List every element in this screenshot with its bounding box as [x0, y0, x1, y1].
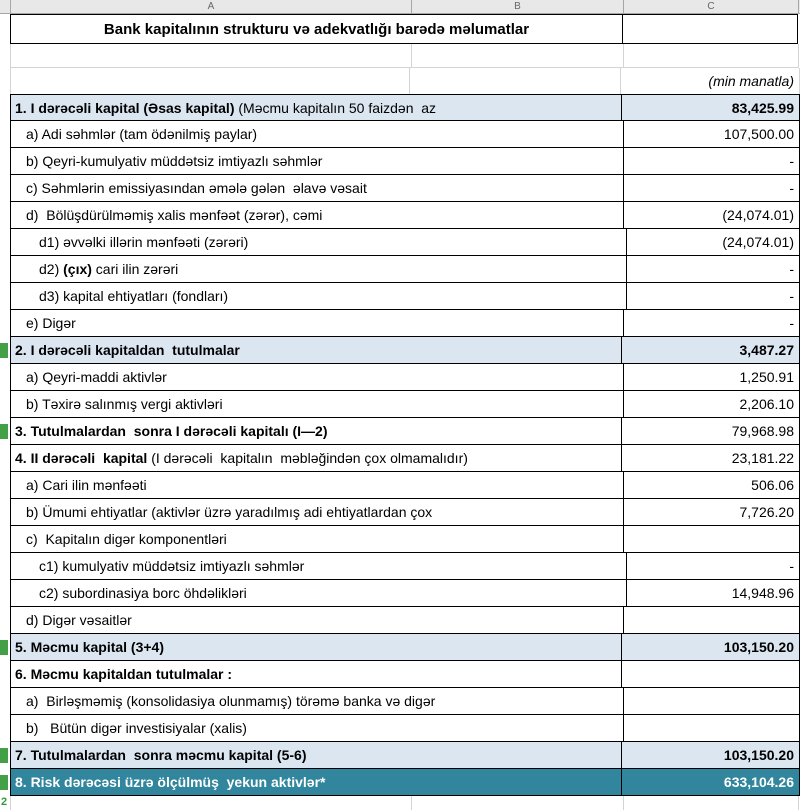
empty-cell-b[interactable]: [412, 44, 624, 68]
row-gutter: [0, 364, 10, 391]
select-all-corner[interactable]: [0, 0, 11, 14]
table-row: [0, 499, 800, 526]
row-gutter: [0, 229, 10, 256]
row-label-cell[interactable]: [10, 607, 624, 634]
row-gutter: [0, 391, 10, 418]
row-value-cell[interactable]: -: [624, 148, 800, 175]
row-label-cell[interactable]: [10, 175, 624, 202]
row-label-text: e) Digər: [26, 315, 76, 331]
row-label-text: a) Qeyri-maddi aktivlər: [26, 369, 167, 385]
row-label-text: c2) subordinasiya borc öhdəlikləri: [39, 585, 247, 601]
row-gutter: [0, 472, 10, 499]
row-label-cell[interactable]: [10, 526, 624, 553]
title-row-value-cell[interactable]: [623, 14, 798, 44]
row-gutter: [0, 769, 10, 796]
row-label-text: b) Təxirə salınmış vergi aktivləri: [26, 396, 223, 412]
row-gutter: [0, 68, 10, 94]
row-value-cell[interactable]: -: [627, 283, 800, 310]
row-marker: [0, 640, 8, 655]
table-row: [0, 202, 800, 229]
table-row: [0, 418, 800, 445]
row-gutter: [0, 175, 10, 202]
table-row: [0, 769, 800, 796]
row-label-text: c) Kapitalın digər komponentləri: [26, 531, 227, 547]
row-number: 2: [1, 796, 8, 808]
row-label-text: a) Cari ilin mənfəəti: [26, 477, 147, 493]
row-label-text: 3. Tutulmalardan sonra I dərəcəli kapitalı (I—2): [15, 423, 328, 439]
row-value-cell[interactable]: (24,074.01): [624, 202, 800, 229]
row-label-cell[interactable]: [10, 364, 624, 391]
row-label-text: c) Səhmlərin emissiyasından əmələ gələn əlavə vəsait: [26, 180, 367, 196]
row-gutter: [0, 256, 10, 283]
row-label-cell[interactable]: [10, 121, 624, 148]
table-row: [0, 742, 800, 769]
row-label-cell[interactable]: [10, 634, 622, 661]
row-gutter: [0, 661, 10, 688]
row-label-text: 5. Məcmu kapital (3+4): [15, 639, 165, 655]
row-value-cell[interactable]: 83,425.99: [622, 94, 800, 121]
table-row: [0, 553, 800, 580]
row-label-cell[interactable]: [10, 202, 624, 229]
column-header-row: [0, 0, 800, 14]
table-row: [0, 661, 800, 688]
column-header-b[interactable]: B: [412, 0, 624, 14]
table-row: [0, 256, 800, 283]
row-label-text: b) Ümumi ehtiyatlar (aktivlər üzrə yaradılmış adi ehtiyatlardan çox: [26, 504, 433, 520]
row-value-cell[interactable]: [624, 688, 800, 715]
row-label-text: d) Digər vəsaitlər: [26, 612, 132, 628]
row-value-cell[interactable]: [622, 661, 800, 688]
row-gutter: [0, 607, 10, 634]
row-value-cell[interactable]: 1,250.91: [624, 364, 800, 391]
row-gutter: [0, 715, 10, 742]
row-label-text: (çıx): [63, 261, 92, 277]
row-label-text: a) Adi səhmlər (tam ödənilmiş paylar): [26, 126, 258, 142]
row-label-cell[interactable]: [10, 310, 624, 337]
title-row: [0, 14, 800, 44]
row-label-text: 8. Risk dərəcəsi üzrə ölçülmüş yekun aktivlər*: [15, 774, 326, 790]
table-row: [0, 283, 800, 310]
row-label-cell[interactable]: [10, 283, 627, 310]
row-label-text: 6. Məcmu kapitaldan tutulmalar :: [15, 666, 233, 682]
row-label-cell[interactable]: [10, 499, 624, 526]
row-label-cell[interactable]: [10, 661, 622, 688]
row-gutter: [0, 445, 10, 472]
table-row: [0, 526, 800, 553]
row-gutter: [0, 418, 10, 445]
row-label-cell[interactable]: [10, 553, 627, 580]
row-gutter: [0, 634, 10, 661]
empty-row: [0, 44, 800, 68]
row-label-text: b) Bütün digər investisiyalar (xalis): [26, 720, 247, 736]
unit-note[interactable]: (min manatla): [621, 68, 800, 94]
row-value-cell[interactable]: 633,104.26: [622, 769, 800, 796]
row-marker: [0, 775, 8, 790]
row-label-text: d3) kapital ehtiyatları (fondları): [39, 288, 229, 304]
table-row: [0, 607, 800, 634]
row-label-text: d) Bölüşdürülməmiş xalis mənfəət (zərər), cəmi: [26, 207, 323, 223]
row-label-text: (Məcmu kapitalın 50 faizdən az: [238, 99, 437, 116]
row-label-text: c1) kumulyativ müddətsiz imtiyazlı səhmlər: [39, 558, 305, 574]
row-gutter: [0, 553, 10, 580]
row-label-text: d1) əvvəlki illərin mənfəəti (zərəri): [39, 234, 249, 250]
table-row: [0, 391, 800, 418]
column-header-a[interactable]: A: [11, 0, 412, 14]
table-row: [0, 229, 800, 256]
row-label-text: 2. I dərəcəli kapitaldan tutulmalar: [15, 342, 240, 358]
table-row: [0, 310, 800, 337]
row-value-cell[interactable]: 103,150.20: [622, 742, 800, 769]
row-value-cell[interactable]: 103,150.20: [622, 634, 800, 661]
column-header-c[interactable]: C: [624, 0, 799, 14]
table-row: [0, 364, 800, 391]
row-label-cell[interactable]: [10, 742, 622, 769]
table-row: [0, 688, 800, 715]
row-value-cell[interactable]: [624, 715, 800, 742]
page-title[interactable]: Bank kapitalının strukturu və adekvatlığı barədə məlumatlar: [10, 14, 623, 44]
row-label-text: cari ilin zərəri: [91, 261, 179, 277]
row-value-cell[interactable]: 14,948.96: [627, 580, 800, 607]
row-gutter: [0, 499, 10, 526]
row-label-text: d2): [39, 261, 64, 277]
empty-cell-c[interactable]: [624, 44, 799, 68]
row-label-text: 4. II dərəcəli kapital: [15, 450, 152, 466]
table-body: [0, 94, 800, 796]
row-label-text: a) Birləşməmiş (konsolidasiya olunmamış) törəmə banka və digər: [26, 693, 436, 709]
row-label-cell[interactable]: [10, 94, 622, 121]
row-value-cell[interactable]: 107,500.00: [624, 121, 800, 148]
row-label-cell[interactable]: [10, 769, 622, 796]
row-label-cell[interactable]: [10, 256, 627, 283]
row-gutter: [0, 44, 10, 68]
row-value-cell[interactable]: 79,968.98: [622, 418, 800, 445]
empty-cell-b[interactable]: [412, 796, 624, 810]
row-value-cell[interactable]: -: [624, 310, 800, 337]
empty-cell-a[interactable]: [10, 68, 410, 94]
row-value-cell[interactable]: 23,181.22: [622, 445, 800, 472]
row-gutter: [0, 337, 10, 364]
row-gutter: [0, 580, 10, 607]
row-value-cell[interactable]: -: [627, 553, 800, 580]
table-row: [0, 580, 800, 607]
row-label-text: 7. Tutulmalardan sonra məcmu kapital (5-6): [15, 747, 307, 763]
row-gutter: [0, 121, 10, 148]
row-value-cell[interactable]: 506.06: [624, 472, 800, 499]
row-gutter: [0, 796, 10, 810]
table-row: [0, 445, 800, 472]
row-value-cell[interactable]: [624, 607, 800, 634]
row-label-text: 1. I dərəcəli kapital (Əsas kapital): [15, 99, 239, 116]
row-marker: [0, 748, 8, 763]
row-value-cell[interactable]: (24,074.01): [627, 229, 800, 256]
row-gutter: [0, 94, 10, 121]
row-label-cell[interactable]: [10, 688, 624, 715]
row-gutter: [0, 148, 10, 175]
empty-cell-a[interactable]: [10, 44, 412, 68]
row-label-cell[interactable]: [10, 418, 622, 445]
row-marker: [0, 343, 8, 358]
empty-cell-c[interactable]: [624, 796, 799, 810]
row-label-cell[interactable]: [10, 580, 627, 607]
row-gutter: [0, 202, 10, 229]
table-row: [0, 472, 800, 499]
table-row: [0, 175, 800, 202]
table-row: [0, 94, 800, 121]
table-row: [0, 715, 800, 742]
row-gutter: [0, 526, 10, 553]
row-label-cell[interactable]: [10, 391, 624, 418]
empty-cell-a[interactable]: [10, 796, 412, 810]
row-label-cell[interactable]: [10, 229, 627, 256]
unit-note-row: [0, 68, 800, 94]
row-marker: [0, 424, 8, 439]
row-gutter: [0, 14, 10, 44]
row-value-cell[interactable]: -: [627, 256, 800, 283]
row-value-cell[interactable]: [624, 526, 800, 553]
table-row: [0, 148, 800, 175]
row-gutter: [0, 688, 10, 715]
partial-bottom-row: [0, 796, 800, 810]
row-value-cell[interactable]: 7,726.20: [624, 499, 800, 526]
empty-cell-b[interactable]: [410, 68, 621, 94]
table-row: [0, 121, 800, 148]
table-row: [0, 634, 800, 661]
row-value-cell[interactable]: -: [624, 175, 800, 202]
row-gutter: [0, 283, 10, 310]
row-label-cell[interactable]: [10, 715, 624, 742]
row-label-cell[interactable]: [10, 148, 624, 175]
row-label-text: (I dərəcəli kapitalın məbləğindən çox olmamalıdır): [151, 450, 468, 466]
row-label-cell[interactable]: [10, 337, 622, 364]
row-label-text: b) Qeyri-kumulyativ müddətsiz imtiyazlı səhmlər: [26, 153, 323, 169]
row-gutter: [0, 310, 10, 337]
row-label-cell[interactable]: [10, 472, 624, 499]
row-gutter: [0, 742, 10, 769]
table-row: [0, 337, 800, 364]
row-value-cell[interactable]: 2,206.10: [624, 391, 800, 418]
row-value-cell[interactable]: 3,487.27: [622, 337, 800, 364]
row-label-cell[interactable]: [10, 445, 622, 472]
